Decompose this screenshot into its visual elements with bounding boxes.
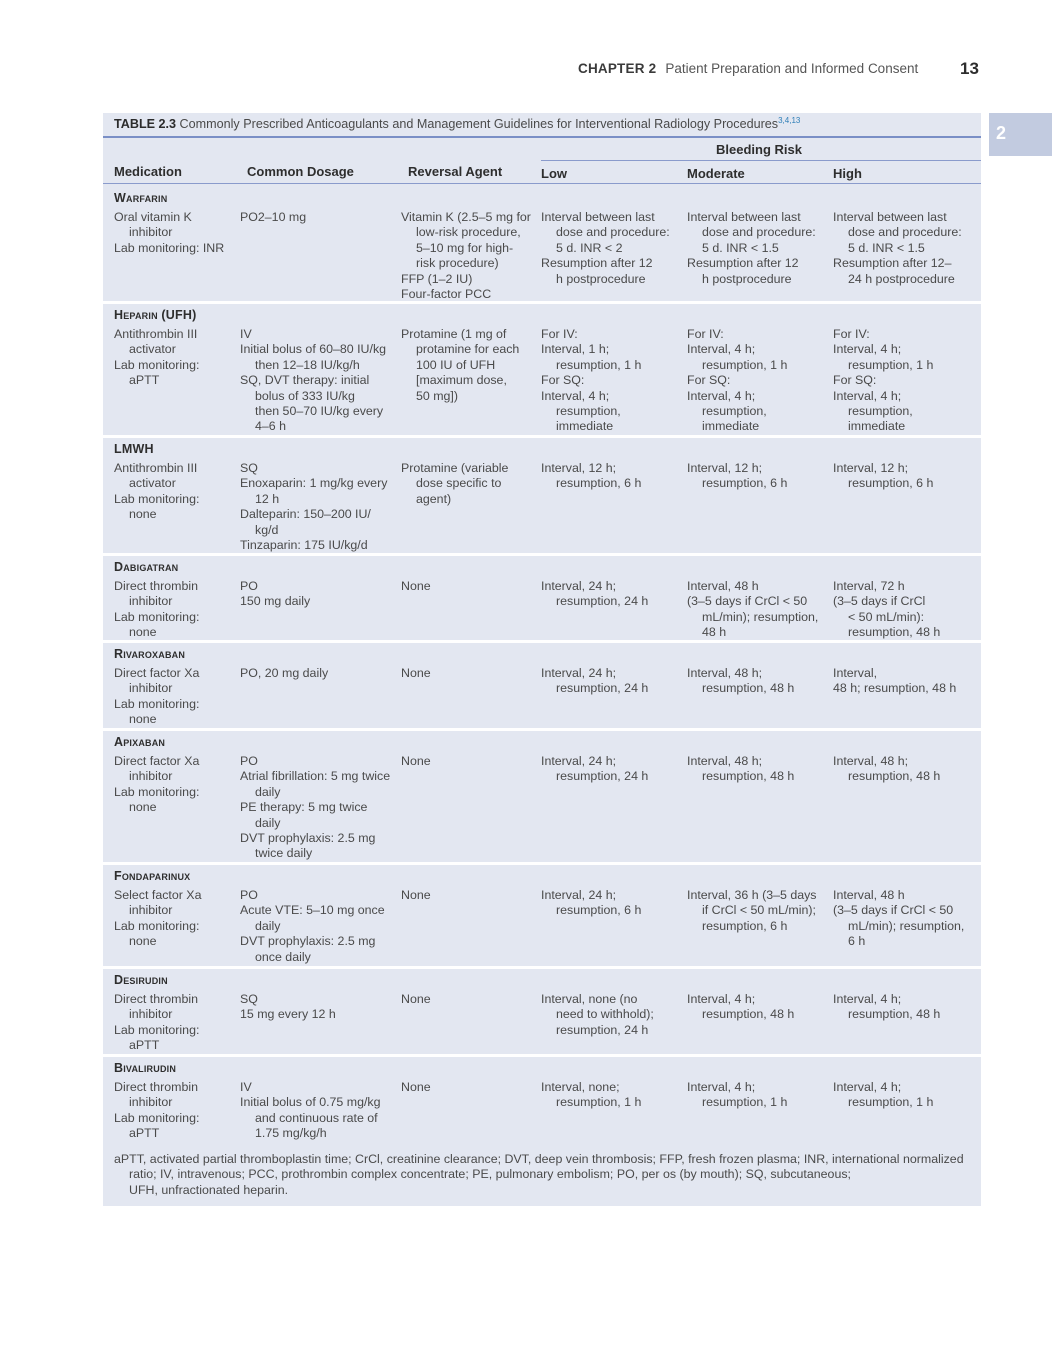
cell-line: Interval, 36 h (3–5 days bbox=[687, 888, 817, 902]
caption-rule bbox=[103, 136, 981, 138]
cell-line: low-risk procedure, bbox=[416, 225, 521, 240]
cell-line: DVT prophylaxis: 2.5 mg bbox=[240, 831, 376, 846]
cell-line: 5 d. INR < 1.5 bbox=[848, 240, 925, 255]
cell-line: Interval, 24 h; bbox=[541, 888, 617, 902]
table-section bbox=[103, 303, 981, 434]
table-section bbox=[103, 642, 981, 727]
cell-line: none bbox=[129, 934, 157, 949]
cell-line: resumption, bbox=[848, 404, 913, 419]
cell-line: None bbox=[401, 992, 431, 1006]
cell-line: 15 mg every 12 h bbox=[240, 1007, 336, 1022]
cell-low bbox=[541, 327, 681, 435]
cell-line: None bbox=[401, 579, 431, 593]
cell-high bbox=[833, 888, 979, 950]
cell-reversal bbox=[401, 579, 539, 594]
cell-line: Interval, 4 h; bbox=[687, 1080, 756, 1094]
cell-line: None bbox=[401, 1080, 431, 1094]
cell-line: resumption, 24 h bbox=[556, 594, 649, 609]
cell-line: Interval, 4 h; bbox=[541, 388, 610, 403]
cell-line: PE therapy: 5 mg twice bbox=[240, 800, 368, 815]
cell-medication bbox=[114, 666, 234, 728]
section-title: Heparin (UFH) bbox=[114, 308, 197, 322]
cell-line: Direct factor Xa bbox=[114, 754, 200, 768]
cell-line: once daily bbox=[255, 949, 311, 964]
cell-line: Lab monitoring: bbox=[114, 357, 200, 372]
footnote-line: aPTT, activated partial thromboplastin time; CrCl, creatinine clearance; DVT, deep vein thrombosis; FFP, fresh frozen plasma; INR, international normalized bbox=[114, 1152, 964, 1166]
cell-high bbox=[833, 461, 979, 492]
cell-line: Interval, 48 h bbox=[833, 888, 905, 902]
cell-line: For IV: bbox=[541, 327, 578, 341]
cell-line: Interval, 12 h; bbox=[833, 461, 909, 475]
cell-line: PO bbox=[240, 888, 258, 902]
footnote-line: UFH, unfractionated heparin. bbox=[129, 1182, 289, 1197]
cell-dosage bbox=[240, 579, 400, 610]
cell-line: bolus of 333 IU/kg bbox=[255, 388, 355, 403]
section-title: Fondaparinux bbox=[114, 869, 191, 883]
cell-reversal bbox=[401, 992, 539, 1007]
cell-line: mL/min); resumption, bbox=[848, 918, 965, 933]
cell-line: daily bbox=[255, 784, 281, 799]
cell-line: Lab monitoring: bbox=[114, 1110, 200, 1125]
cell-line: resumption, 1 h bbox=[702, 357, 788, 372]
cell-dosage bbox=[240, 461, 400, 553]
cell-line: Oral vitamin K bbox=[114, 210, 192, 224]
cell-moderate bbox=[687, 754, 827, 785]
cell-line: None bbox=[401, 666, 431, 680]
cell-line: SQ bbox=[240, 461, 258, 475]
cell-line: Interval, 72 h bbox=[833, 579, 905, 593]
cell-line: Interval, 48 h; bbox=[833, 754, 909, 768]
column-header-high: High bbox=[833, 166, 862, 181]
cell-medication bbox=[114, 461, 234, 523]
cell-line: Enoxaparin: 1 mg/kg every bbox=[240, 476, 388, 491]
cell-line: activator bbox=[129, 476, 176, 491]
cell-low bbox=[541, 210, 681, 287]
section-title: Warfarin bbox=[114, 191, 168, 205]
cell-high bbox=[833, 210, 979, 287]
cell-line: PO, 20 mg daily bbox=[240, 666, 329, 680]
table-caption-text: Commonly Prescribed Anticoagulants and Management Guidelines for Interventional Radiology Procedures bbox=[179, 117, 779, 132]
cell-moderate bbox=[687, 992, 827, 1023]
cell-line: kg/d bbox=[255, 522, 279, 537]
cell-line: Lab monitoring: bbox=[114, 609, 200, 624]
cell-high bbox=[833, 1080, 979, 1111]
cell-line: resumption, 6 h bbox=[702, 918, 788, 933]
cell-line: aPTT bbox=[129, 1038, 160, 1053]
bleeding-risk-header: Bleeding Risk bbox=[716, 142, 802, 157]
cell-line: immediate bbox=[556, 419, 614, 434]
cell-moderate bbox=[687, 579, 827, 641]
cell-line: Tinzaparin: 175 IU/kg/d bbox=[240, 538, 368, 553]
cell-moderate bbox=[687, 461, 827, 492]
cell-line: Lab monitoring: bbox=[114, 1022, 200, 1037]
cell-line: Lab monitoring: bbox=[114, 784, 200, 799]
cell-line: Interval between last bbox=[687, 210, 801, 224]
cell-line: resumption, 1 h bbox=[702, 1095, 788, 1110]
cell-low bbox=[541, 666, 681, 697]
cell-line: PO2–10 mg bbox=[240, 210, 307, 224]
cell-line: Direct thrombin bbox=[114, 992, 199, 1006]
cell-line: dose and procedure: bbox=[556, 225, 670, 240]
cell-line: For SQ: bbox=[687, 373, 731, 388]
cell-line: none bbox=[129, 800, 157, 815]
cell-line: resumption, 48 h bbox=[848, 1007, 941, 1022]
cell-line: FFP (1–2 IU) bbox=[401, 271, 473, 286]
cell-line: 24 h postprocedure bbox=[848, 271, 955, 286]
cell-medication bbox=[114, 992, 234, 1054]
cell-line: none bbox=[129, 712, 157, 727]
cell-line: PO bbox=[240, 579, 258, 593]
cell-line: Four-factor PCC bbox=[401, 287, 492, 302]
cell-line: none bbox=[129, 625, 157, 640]
cell-line: Interval, none (no bbox=[541, 992, 638, 1006]
cell-dosage bbox=[240, 992, 400, 1023]
cell-line: resumption, 1 h bbox=[556, 1095, 642, 1110]
cell-line: Resumption after 12 bbox=[687, 256, 799, 271]
cell-high bbox=[833, 666, 979, 697]
cell-line: For IV: bbox=[687, 327, 724, 341]
cell-line: Interval, 12 h; bbox=[687, 461, 763, 475]
cell-line: Acute VTE: 5–10 mg once bbox=[240, 903, 385, 918]
cell-low bbox=[541, 754, 681, 785]
cell-line: Interval, 12 h; bbox=[541, 461, 617, 475]
cell-line: Interval, 4 h; bbox=[687, 342, 756, 357]
cell-line: resumption, 1 h bbox=[848, 1095, 934, 1110]
table-label: TABLE 2.3 bbox=[114, 117, 177, 132]
cell-line: resumption, 48 h bbox=[702, 681, 795, 696]
cell-line: Direct factor Xa bbox=[114, 666, 200, 680]
cell-line: Interval, 24 h; bbox=[541, 666, 617, 680]
cell-line: Select factor Xa bbox=[114, 888, 202, 902]
cell-line: 12 h bbox=[255, 491, 280, 506]
cell-line: Interval, 48 h; bbox=[687, 666, 763, 680]
cell-line: resumption, 24 h bbox=[556, 681, 649, 696]
cell-line: none bbox=[129, 507, 157, 522]
cell-line: dose specific to bbox=[416, 476, 502, 491]
cell-medication bbox=[114, 327, 234, 389]
cell-line: 6 h bbox=[848, 934, 866, 949]
table-section bbox=[103, 864, 981, 965]
cell-line: DVT prophylaxis: 2.5 mg bbox=[240, 934, 376, 949]
section-title: Rivaroxaban bbox=[114, 647, 186, 661]
cell-line: twice daily bbox=[255, 846, 313, 861]
cell-line: activator bbox=[129, 342, 176, 357]
cell-line: Interval, 4 h; bbox=[687, 992, 756, 1006]
cell-line: resumption, 1 h bbox=[848, 357, 934, 372]
cell-dosage bbox=[240, 327, 400, 435]
cell-line: resumption, 6 h bbox=[556, 903, 642, 918]
footnote-line: ratio; IV, intravenous; PCC, prothrombin complex concentrate; PE, pulmonary embolism; PO, per os (by mouth); SQ, subcutaneous; bbox=[129, 1167, 851, 1182]
cell-moderate bbox=[687, 666, 827, 697]
cell-line: dose and procedure: bbox=[848, 225, 962, 240]
cell-line: resumption, 24 h bbox=[556, 769, 649, 784]
cell-line: need to withhold); bbox=[556, 1007, 654, 1022]
cell-reversal bbox=[401, 461, 539, 507]
cell-line: 5 d. INR < 1.5 bbox=[702, 240, 779, 255]
group-header-rule bbox=[541, 160, 981, 161]
cell-high bbox=[833, 579, 979, 641]
cell-line: inhibitor bbox=[129, 1095, 173, 1110]
cell-reversal bbox=[401, 1080, 539, 1095]
cell-line: None bbox=[401, 888, 431, 902]
header-rule bbox=[103, 183, 981, 184]
cell-line: resumption, 48 h bbox=[848, 625, 941, 640]
chapter-title: Patient Preparation and Informed Consent bbox=[665, 61, 919, 76]
table-section bbox=[103, 1056, 981, 1149]
cell-line: Interval, 4 h; bbox=[833, 992, 902, 1006]
cell-line: inhibitor bbox=[129, 1007, 173, 1022]
section-title: Dabigatran bbox=[114, 560, 179, 574]
cell-dosage bbox=[240, 666, 400, 681]
cell-line: if CrCl < 50 mL/min); bbox=[702, 903, 816, 918]
cell-line: resumption, 48 h bbox=[702, 769, 795, 784]
cell-line: 4–6 h bbox=[255, 419, 287, 434]
cell-line: Lab monitoring: bbox=[114, 696, 200, 711]
cell-line: 5–10 mg for high- bbox=[416, 240, 514, 255]
cell-line: Protamine (1 mg of bbox=[401, 327, 507, 341]
cell-line: resumption, bbox=[702, 404, 767, 419]
cell-low bbox=[541, 888, 681, 919]
cell-line: inhibitor bbox=[129, 225, 173, 240]
cell-line: immediate bbox=[702, 419, 760, 434]
cell-medication bbox=[114, 579, 234, 641]
cell-line: For SQ: bbox=[541, 373, 585, 388]
cell-line: resumption, bbox=[556, 404, 621, 419]
cell-reversal bbox=[401, 666, 539, 681]
anticoagulant-table bbox=[103, 113, 981, 1206]
cell-line: (3–5 days if CrCl < 50 bbox=[833, 903, 954, 918]
cell-line: PO bbox=[240, 754, 258, 768]
cell-line: resumption, 6 h bbox=[702, 476, 788, 491]
cell-line: Interval, 48 h bbox=[687, 579, 759, 593]
cell-line: risk procedure) bbox=[416, 256, 499, 271]
chapter-label: CHAPTER 2 bbox=[578, 61, 657, 76]
cell-line: h postprocedure bbox=[556, 271, 646, 286]
cell-line: Interval, bbox=[833, 666, 878, 680]
cell-line: then 50–70 IU/kg every bbox=[255, 404, 384, 419]
cell-line: resumption, 1 h bbox=[556, 357, 642, 372]
cell-line: Interval, 1 h; bbox=[541, 342, 610, 357]
cell-line: aPTT bbox=[129, 373, 160, 388]
cell-dosage bbox=[240, 1080, 400, 1142]
cell-line: < 50 mL/min): bbox=[848, 609, 925, 624]
cell-line: Resumption after 12– bbox=[833, 256, 952, 271]
cell-high bbox=[833, 992, 979, 1023]
cell-low bbox=[541, 1080, 681, 1111]
cell-line: dose and procedure: bbox=[702, 225, 816, 240]
cell-line: mL/min); resumption, bbox=[702, 609, 819, 624]
cell-line: h postprocedure bbox=[702, 271, 792, 286]
cell-line: SQ bbox=[240, 992, 258, 1006]
cell-line: Interval, 24 h; bbox=[541, 579, 617, 593]
cell-line: resumption, 6 h bbox=[556, 476, 642, 491]
column-header-medication: Medication bbox=[114, 164, 182, 179]
cell-line: 5 d. INR < 2 bbox=[556, 240, 623, 255]
column-header-low: Low bbox=[541, 166, 567, 181]
column-header-dosage: Common Dosage bbox=[247, 164, 354, 179]
cell-line: 50 mg]) bbox=[416, 388, 459, 403]
cell-line: Initial bolus of 0.75 mg/kg bbox=[240, 1095, 381, 1110]
section-title: LMWH bbox=[114, 442, 154, 456]
table-caption bbox=[114, 116, 800, 131]
column-header-moderate: Moderate bbox=[687, 166, 745, 181]
table-footnote bbox=[114, 1152, 974, 1198]
table-section bbox=[103, 437, 981, 552]
table-section bbox=[103, 968, 981, 1053]
cell-line: None bbox=[401, 754, 431, 768]
cell-line: Interval, 4 h; bbox=[687, 388, 756, 403]
cell-line: 150 mg daily bbox=[240, 594, 311, 609]
cell-line: Resumption after 12 bbox=[541, 256, 653, 271]
cell-reversal bbox=[401, 888, 539, 903]
cell-line: inhibitor bbox=[129, 681, 173, 696]
cell-medication bbox=[114, 754, 234, 816]
cell-line: protamine for each bbox=[416, 342, 520, 357]
cell-line: Interval, none; bbox=[541, 1080, 620, 1094]
cell-line: inhibitor bbox=[129, 769, 173, 784]
cell-line: Interval, 4 h; bbox=[833, 342, 902, 357]
cell-line: Interval, 4 h; bbox=[833, 388, 902, 403]
cell-line: immediate bbox=[848, 419, 906, 434]
cell-line: Interval, 24 h; bbox=[541, 754, 617, 768]
cell-low bbox=[541, 992, 681, 1038]
cell-line: IV bbox=[240, 327, 252, 341]
cell-line: resumption, 48 h bbox=[702, 1007, 795, 1022]
cell-line: 48 h bbox=[702, 625, 727, 640]
section-title: Bivalirudin bbox=[114, 1061, 177, 1075]
cell-line: 1.75 mg/kg/h bbox=[255, 1126, 327, 1141]
cell-line: SQ, DVT therapy: initial bbox=[240, 373, 370, 388]
cell-moderate bbox=[687, 327, 827, 435]
cell-reversal bbox=[401, 210, 539, 302]
cell-line: agent) bbox=[416, 491, 452, 506]
cell-line: (3–5 days if CrCl < 50 bbox=[687, 594, 808, 609]
cell-dosage bbox=[240, 754, 400, 862]
cell-line: Protamine (variable bbox=[401, 461, 509, 475]
section-title: Apixaban bbox=[114, 735, 166, 749]
page-number: 13 bbox=[960, 59, 979, 78]
cell-line: [maximum dose, bbox=[416, 373, 507, 388]
cell-line: Dalteparin: 150–200 IU/ bbox=[240, 507, 371, 522]
cell-line: then 12–18 IU/kg/h bbox=[255, 357, 360, 372]
cell-line: inhibitor bbox=[129, 594, 173, 609]
cell-line: daily bbox=[255, 918, 281, 933]
cell-line: Antithrombin III bbox=[114, 461, 198, 475]
cell-line: Atrial fibrillation: 5 mg twice bbox=[240, 769, 391, 784]
cell-line: (3–5 days if CrCl bbox=[833, 594, 926, 609]
cell-line: Interval between last bbox=[833, 210, 947, 224]
cell-low bbox=[541, 579, 681, 610]
cell-line: Interval between last bbox=[541, 210, 655, 224]
cell-reversal bbox=[401, 327, 539, 404]
cell-medication bbox=[114, 888, 234, 950]
cell-line: Antithrombin III bbox=[114, 327, 198, 341]
cell-reversal bbox=[401, 754, 539, 769]
cell-moderate bbox=[687, 888, 827, 934]
cell-high bbox=[833, 327, 979, 435]
cell-moderate bbox=[687, 1080, 827, 1111]
cell-line: For SQ: bbox=[833, 373, 877, 388]
cell-line: 100 IU of UFH bbox=[416, 357, 496, 372]
cell-line: resumption, 6 h bbox=[848, 476, 934, 491]
cell-line: Initial bolus of 60–80 IU/kg bbox=[240, 342, 387, 357]
chapter-thumb-tab: 2 bbox=[989, 113, 1052, 156]
table-section bbox=[103, 730, 981, 861]
cell-moderate bbox=[687, 210, 827, 287]
cell-medication bbox=[114, 210, 234, 256]
cell-dosage bbox=[240, 210, 400, 225]
cell-line: Direct thrombin bbox=[114, 1080, 199, 1094]
column-header-reversal: Reversal Agent bbox=[408, 164, 503, 179]
running-head bbox=[578, 61, 918, 76]
cell-line: Lab monitoring: INR bbox=[114, 240, 225, 255]
cell-line: For IV: bbox=[833, 327, 870, 341]
cell-line: 48 h; resumption, 48 h bbox=[833, 681, 957, 696]
cell-low bbox=[541, 461, 681, 492]
cell-line: Vitamin K (2.5–5 mg for bbox=[401, 210, 531, 224]
cell-high bbox=[833, 754, 979, 785]
cell-medication bbox=[114, 1080, 234, 1142]
table-section bbox=[103, 186, 981, 300]
cell-line: daily bbox=[255, 815, 281, 830]
cell-dosage bbox=[240, 888, 400, 965]
cell-line: Lab monitoring: bbox=[114, 491, 200, 506]
cell-line: IV bbox=[240, 1080, 252, 1094]
cell-line: Interval, 48 h; bbox=[687, 754, 763, 768]
cell-line: aPTT bbox=[129, 1126, 160, 1141]
table-caption-refs: 3,4,13 bbox=[778, 116, 801, 125]
table-section bbox=[103, 555, 981, 639]
cell-line: Direct thrombin bbox=[114, 579, 199, 593]
cell-line: and continuous rate of bbox=[255, 1110, 378, 1125]
cell-line: Interval, 4 h; bbox=[833, 1080, 902, 1094]
cell-line: inhibitor bbox=[129, 903, 173, 918]
cell-line: resumption, 24 h bbox=[556, 1022, 649, 1037]
cell-line: resumption, 48 h bbox=[848, 769, 941, 784]
section-title: Desirudin bbox=[114, 973, 168, 987]
cell-line: Lab monitoring: bbox=[114, 918, 200, 933]
